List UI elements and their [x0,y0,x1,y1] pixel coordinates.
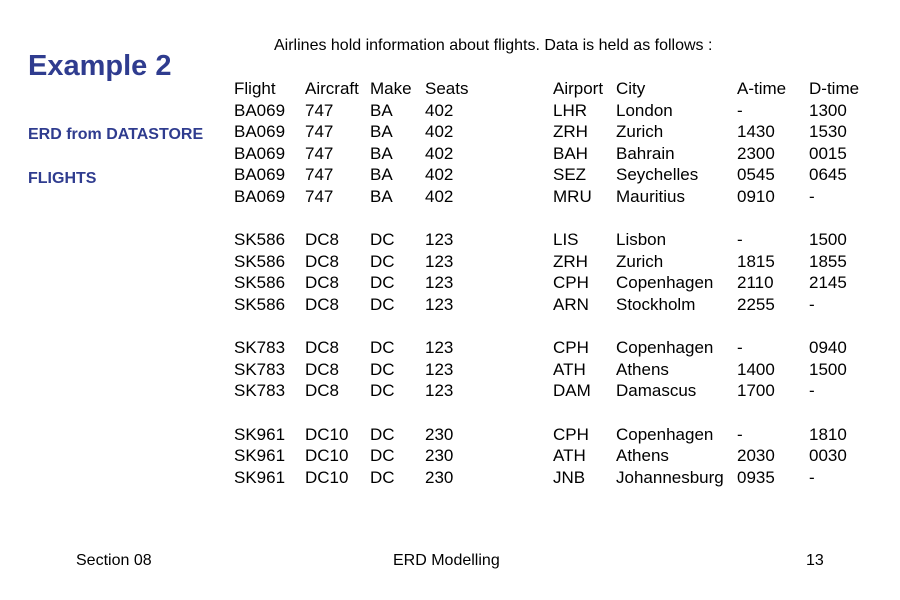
table-cell: LHR [553,100,588,120]
table-cell: BA [370,143,393,163]
table-cell: - [737,230,743,250]
table-cell: 123 [425,381,454,401]
table-cell: SK586 [234,251,286,271]
table-cell: 1500 [809,230,847,250]
table-cell: BA [370,165,393,185]
table-cell: DC [370,251,395,271]
table-cell: 1430 [737,122,775,142]
table-cell: DC8 [305,359,340,379]
table-cell: 402 [425,100,454,120]
page-number: 13 [806,552,824,569]
table-cell: 747 [305,165,334,185]
table-cell: Copenhagen [616,338,714,358]
table-cell: - [737,424,743,444]
table-cell: SK586 [234,273,286,293]
table-cell: SK961 [234,424,286,444]
table-cell: Mauritius [616,186,685,206]
table-cell: 1700 [737,381,775,401]
table-cell: 1855 [809,251,847,271]
table-cell: Copenhagen [616,273,714,293]
table-cell: CPH [553,273,589,293]
table-cell: SK961 [234,467,286,487]
table-cell: 0015 [809,143,847,163]
table-cell: CPH [553,338,589,358]
erd-label: ERD from DATASTORE [28,126,204,143]
table-cell: 747 [305,100,334,120]
column-header: Flight [234,79,276,98]
table-cell: DC [370,230,395,250]
table-cell: BA [370,186,393,206]
table-cell: BA069 [234,143,286,163]
table-cell: 402 [425,143,454,163]
table-cell: DC [370,424,395,444]
table-cell: Johannesburg [616,467,724,487]
table-cell: Stockholm [616,294,696,314]
table-cell: London [616,100,673,120]
table-cell: - [809,186,815,206]
table-cell: SK783 [234,359,286,379]
column-header: Seats [425,79,469,98]
table-cell: DC10 [305,424,349,444]
table-cell: DAM [553,381,591,401]
table-cell: 0545 [737,165,775,185]
table-cell: BA069 [234,186,286,206]
table-cell: Zurich [616,251,664,271]
table-cell: BA069 [234,122,286,142]
table-cell: 123 [425,230,454,250]
table-cell: 1400 [737,359,775,379]
table-cell: DC [370,467,395,487]
table-cell: 1810 [809,424,847,444]
table-cell: BA069 [234,165,286,185]
column-header: Airport [553,79,604,98]
table-cell: Lisbon [616,230,667,250]
table-cell: - [809,294,815,314]
table-cell: 0030 [809,446,847,466]
table-cell: 402 [425,122,454,142]
table-cell: 0935 [737,467,775,487]
table-cell: Bahrain [616,143,675,163]
table-cell: 123 [425,359,454,379]
table-cell: 747 [305,143,334,163]
table-cell: - [737,100,743,120]
table-cell: Zurich [616,122,664,142]
table-cell: DC8 [305,294,340,314]
table-cell: Athens [616,359,669,379]
table-cell: 0645 [809,165,847,185]
column-header: Aircraft [305,79,359,98]
table-cell: Damascus [616,381,697,401]
table-cell: - [809,467,815,487]
table-cell: - [809,381,815,401]
table-cell: Athens [616,446,669,466]
intro-text: Airlines hold information about flights. Data is held as follows : [274,37,713,54]
table-cell: SK586 [234,294,286,314]
table-cell: 123 [425,294,454,314]
table-cell: SK961 [234,446,286,466]
table-cell: 747 [305,122,334,142]
table-cell: Seychelles [616,165,699,185]
table-cell: 402 [425,186,454,206]
table-cell: DC [370,446,395,466]
table-cell: 0910 [737,186,775,206]
table-cell: DC [370,338,395,358]
table-cell: DC [370,273,395,293]
table-cell: DC [370,359,395,379]
table-cell: DC10 [305,446,349,466]
footer-title: ERD Modelling [393,552,500,569]
table-cell: 123 [425,251,454,271]
table-cell: 747 [305,186,334,206]
table-cell: SEZ [553,165,587,185]
slide-title: Example 2 [28,50,172,82]
column-header: Make [370,79,412,98]
table-cell: - [737,338,743,358]
table-cell: DC10 [305,467,349,487]
table-cell: DC [370,294,395,314]
table-cell: DC8 [305,381,340,401]
column-header: A-time [737,79,787,98]
table-cell: 1500 [809,359,847,379]
table-cell: 402 [425,165,454,185]
table-cell: BA [370,122,393,142]
table-cell: 2300 [737,143,775,163]
table-cell: ARN [553,294,589,314]
table-cell: ATH [553,359,586,379]
table-cell: DC [370,381,395,401]
table-cell: Copenhagen [616,424,714,444]
table-cell: SK586 [234,230,286,250]
table-cell: ZRH [553,122,588,142]
table-cell: 230 [425,467,454,487]
table-cell: ATH [553,446,586,466]
column-header: City [616,79,646,98]
table-cell: DC8 [305,251,340,271]
footer-section: Section 08 [76,552,152,569]
table-cell: DC8 [305,230,340,250]
table-cell: 2145 [809,273,847,293]
table-cell: ZRH [553,251,588,271]
table-cell: 1530 [809,122,847,142]
table-cell: BA [370,100,393,120]
table-cell: 2255 [737,294,775,314]
table-cell: SK783 [234,338,286,358]
column-header: D-time [809,79,860,98]
table-cell: BA069 [234,100,286,120]
table-cell: 123 [425,273,454,293]
table-cell: DC8 [305,273,340,293]
table-cell: DC8 [305,338,340,358]
table-cell: 1815 [737,251,775,271]
table-cell: 2030 [737,446,775,466]
table-cell: 230 [425,446,454,466]
table-cell: 2110 [737,273,774,293]
table-cell: 0940 [809,338,847,358]
table-cell: SK783 [234,381,286,401]
datastore-label: FLIGHTS [28,170,97,187]
table-cell: 123 [425,338,454,358]
table-cell: LIS [553,230,579,250]
table-cell: 1300 [809,100,847,120]
table-cell: JNB [553,467,586,487]
table-cell: BAH [553,143,588,163]
table-cell: MRU [553,186,592,206]
table-cell: CPH [553,424,589,444]
table-cell: 230 [425,424,454,444]
